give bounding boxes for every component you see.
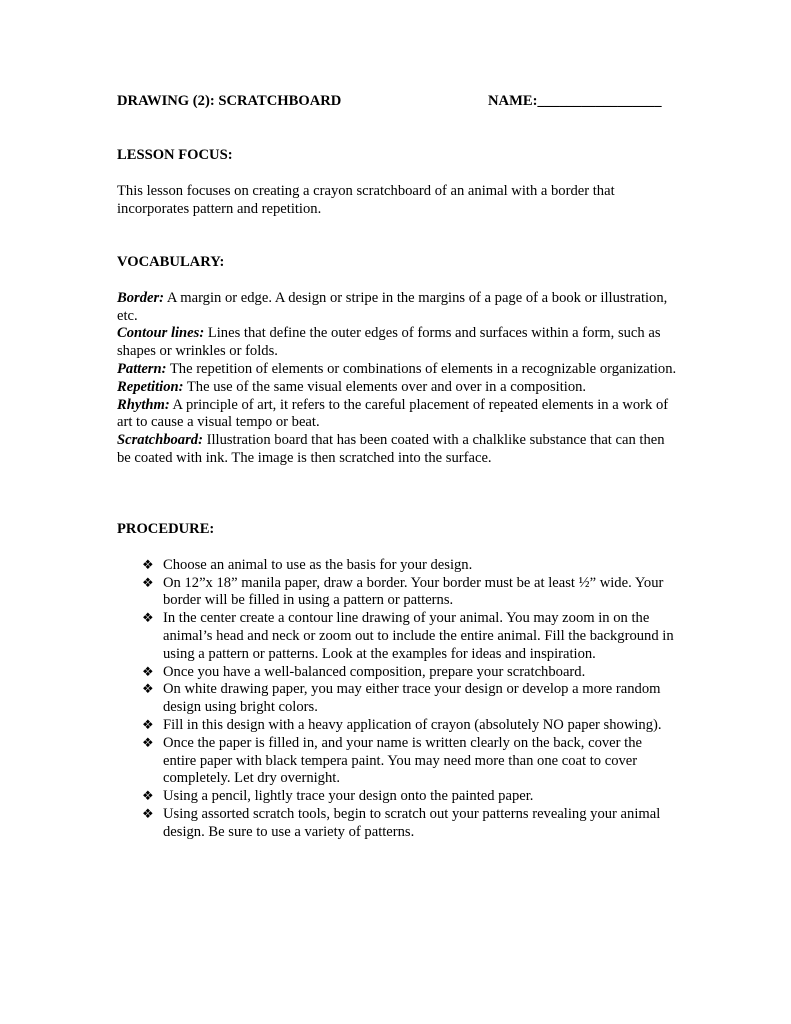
document-title: DRAWING (2): SCRATCHBOARD: [117, 93, 342, 109]
vocab-definition: Illustration board that has been coated with a chalklike substance that can then be coated with ink. The image is then scratched into the surface.: [117, 432, 665, 466]
name-field-label: NAME:_________________: [488, 93, 662, 109]
diamond-bullet-icon: ❖: [142, 557, 154, 573]
vocab-item-repetition: [117, 379, 677, 397]
procedure-step: [117, 681, 677, 717]
vocab-item-scratchboard: [117, 432, 677, 468]
procedure-step: [117, 788, 677, 806]
vocab-term: Border:: [117, 289, 165, 306]
procedure-step-text: Using a pencil, lightly trace your design onto the painted paper.: [163, 788, 534, 805]
diamond-bullet-icon: ❖: [142, 611, 154, 627]
vocabulary-heading: VOCABULARY:: [117, 254, 225, 270]
lesson-focus-text: This lesson focuses on creating a crayon scratchboard of an animal with a border that incorporates pattern and repetition.: [117, 182, 615, 217]
procedure-step-text: Choose an animal to use as the basis for your design.: [163, 556, 473, 573]
vocab-definition: A margin or edge. A design or stripe in the margins of a page of a book or illustration, etc.: [117, 289, 668, 324]
vocab-definition: A principle of art, it refers to the careful placement of repeated elements in a work of art to cause a visual tempo or beat.: [117, 396, 669, 431]
procedure-step: [117, 664, 677, 682]
diamond-bullet-icon: ❖: [142, 575, 154, 591]
vocab-term: Rhythm:: [117, 396, 170, 413]
vocab-definition: Lines that define the outer edges of forms and surfaces within a form, such as shapes or wrinkles or folds.: [117, 325, 661, 360]
procedure-step: [117, 806, 677, 842]
procedure-step-text: Using assorted scratch tools, begin to scratch out your patterns revealing your animal design. Be sure to use a variety of patterns.: [163, 805, 661, 840]
procedure-list: [117, 557, 677, 842]
procedure-step: [117, 575, 677, 611]
vocab-term: Scratchboard:: [117, 432, 203, 449]
vocab-term: Pattern:: [117, 360, 167, 377]
procedure-step: [117, 717, 677, 735]
diamond-bullet-icon: ❖: [142, 806, 154, 822]
procedure-step-text: Fill in this design with a heavy application of crayon (absolutely NO paper showing).: [163, 716, 662, 733]
procedure-step: [117, 557, 677, 575]
vocabulary-section: [117, 254, 677, 468]
procedure-step-text: Once the paper is filled in, and your name is written clearly on the back, cover the entire paper with black tempera paint. You may need more than one coat to cover completely. Let dry overnight.: [163, 734, 642, 787]
vocab-definition: The use of the same visual elements over and over in a composition.: [183, 378, 587, 395]
procedure-step: [117, 735, 677, 788]
diamond-bullet-icon: ❖: [142, 682, 154, 698]
procedure-step: [117, 610, 677, 663]
vocab-item-contour-lines: [117, 325, 677, 361]
vocab-definition: The repetition of elements or combinations of elements in a recognizable organization.: [166, 360, 677, 377]
procedure-heading: PROCEDURE:: [117, 521, 215, 537]
document-header: [117, 93, 677, 113]
procedure-step-text: In the center create a contour line drawing of your animal. You may zoom in on the animal’s head and neck or zoom out to include the entire animal. Fill the background in using a pattern or patterns. Look at the examples for ideas and inspiration.: [163, 610, 674, 662]
diamond-bullet-icon: ❖: [142, 789, 154, 805]
vocab-item-rhythm: [117, 397, 677, 433]
lesson-focus-section: [117, 147, 677, 218]
diamond-bullet-icon: ❖: [142, 664, 154, 680]
lesson-focus-heading: LESSON FOCUS:: [117, 147, 233, 163]
diamond-bullet-icon: ❖: [142, 735, 154, 751]
procedure-section: [117, 521, 677, 842]
diamond-bullet-icon: ❖: [142, 717, 154, 733]
vocab-item-border: [117, 290, 677, 326]
vocab-term: Repetition:: [117, 378, 184, 395]
procedure-step-text: On 12”x 18” manila paper, draw a border. Your border must be at least ½” wide. Your border will be filled in using a pattern or patterns.: [163, 574, 664, 609]
vocab-term: Contour lines:: [117, 325, 205, 342]
procedure-step-text: On white drawing paper, you may either trace your design or develop a more random design using bright colors.: [163, 681, 661, 716]
vocab-item-pattern: [117, 361, 677, 379]
procedure-step-text: Once you have a well-balanced composition, prepare your scratchboard.: [163, 663, 586, 680]
